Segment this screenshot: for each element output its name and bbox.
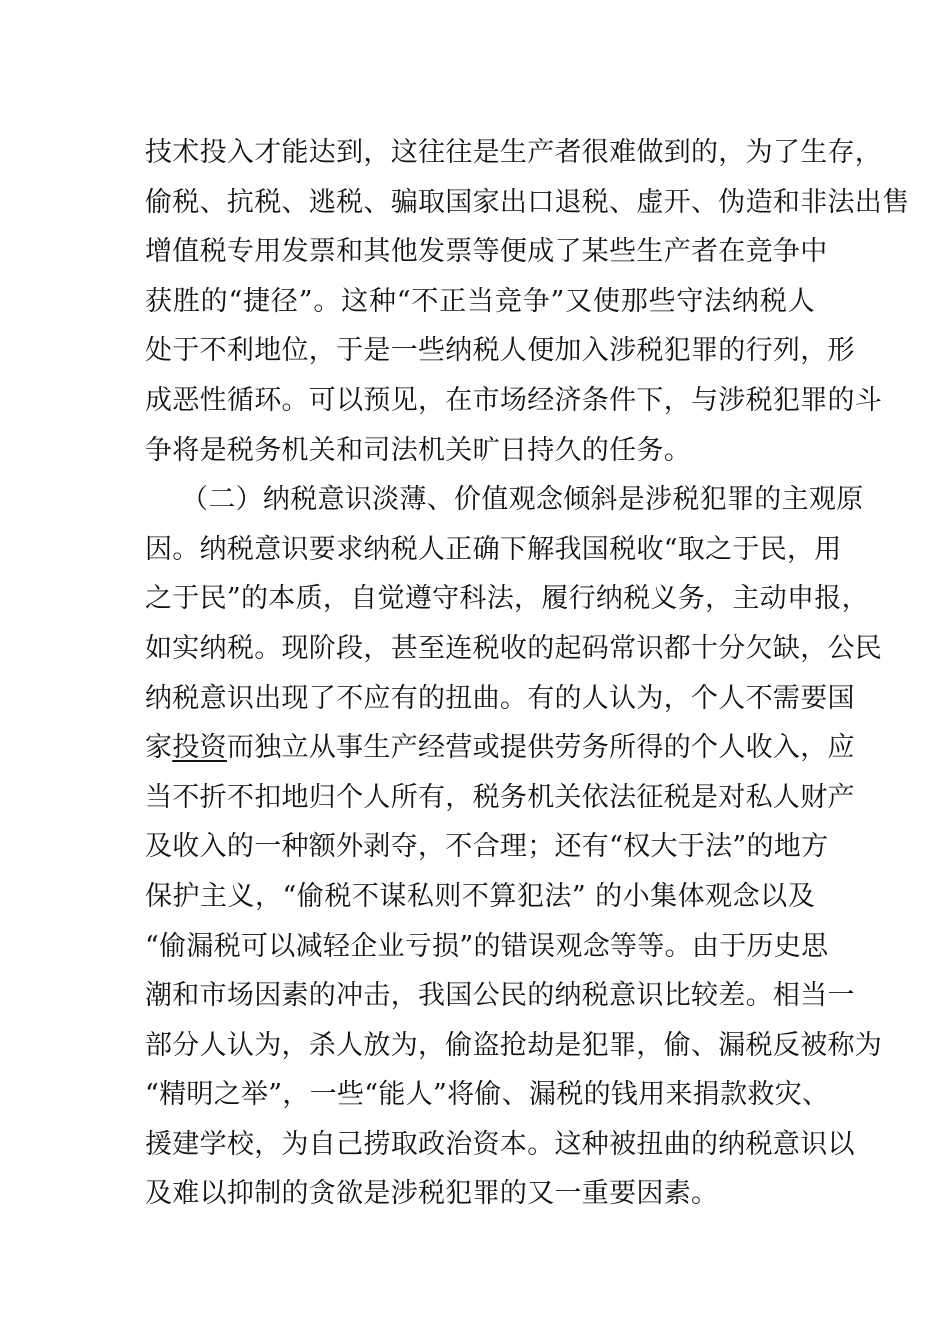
text-line: 获胜的“捷径”。这种“不正当竞争”又使那些守法纳税人 [145,285,815,317]
text-line: 部分人认为，杀人放为，偷盗抢劫是犯罪，偷、漏税反被称为 [145,1029,883,1061]
text-line: 援建学校，为自己捞取政治资本。这种被扭曲的纳税意识以 [145,1128,855,1160]
text-line: 处于不利地位，于是一些纳税人便加入涉税犯罪的行列，形 [145,335,855,367]
text-fragment: 家 [145,732,173,764]
text-line: 因。纳税意识要求纳税人正确下解我国税收“取之于民，用 [145,533,842,565]
text-line-with-link [145,723,855,773]
text-line: 如实纳税。现阶段，甚至连税收的起码常识都十分欠缺，公民 [145,632,883,664]
text-line: 之于民”的本质，自觉遵守科法，履行纳税义务，主动申报， [145,583,869,615]
text-line: 争将是税务机关和司法机关旷日持久的任务。 [145,434,691,466]
text-line: “精明之举”，一些“能人”将偷、漏税的钱用来捐款救灾、 [145,1079,830,1111]
text-line: 技术投入才能达到，这往往是生产者很难做到的，为了生存， [145,137,883,168]
text-line: “偷漏税可以减轻企业亏损”的错误观念等等。由于历史思 [145,930,829,962]
text-line: 及收入的一种额外剥夺，不合理；还有“权大于法”的地方 [145,831,829,863]
text-line: 潮和市场因素的冲击，我国公民的纳税意识比较差。相当一 [145,980,855,1012]
section-heading-line: （二）纳税意识淡薄、价值观念倾斜是涉税犯罪的主观原 [181,484,864,516]
body-text [145,128,910,1219]
text-line: 成恶性循环。可以预见，在市场经济条件下，与涉税犯罪的斗 [145,384,883,416]
text-line: 及难以抑制的贪欲是涉税犯罪的又一重要因素。 [145,1178,719,1210]
investment-link[interactable]: 投资 [172,732,227,764]
text-line: 增值税专用发票和其他发票等便成了某些生产者在竞争中 [145,236,828,268]
text-line: 当不折不扣地归个人所有，税务机关依法征税是对私人财产 [145,781,855,813]
text-line: 偷税、抗税、逃税、骗取国家出口退税、虚开、伪造和非法出售 [145,186,910,218]
text-line: 保护主义，“偷税不谋私则不算犯法” 的小集体观念以及 [145,880,815,912]
text-line: 纳税意识出现了不应有的扭曲。有的人认为，个人不需要国 [145,682,855,714]
text-fragment: 而独立从事生产经营或提供劳务所得的个人收入，应 [226,732,855,764]
